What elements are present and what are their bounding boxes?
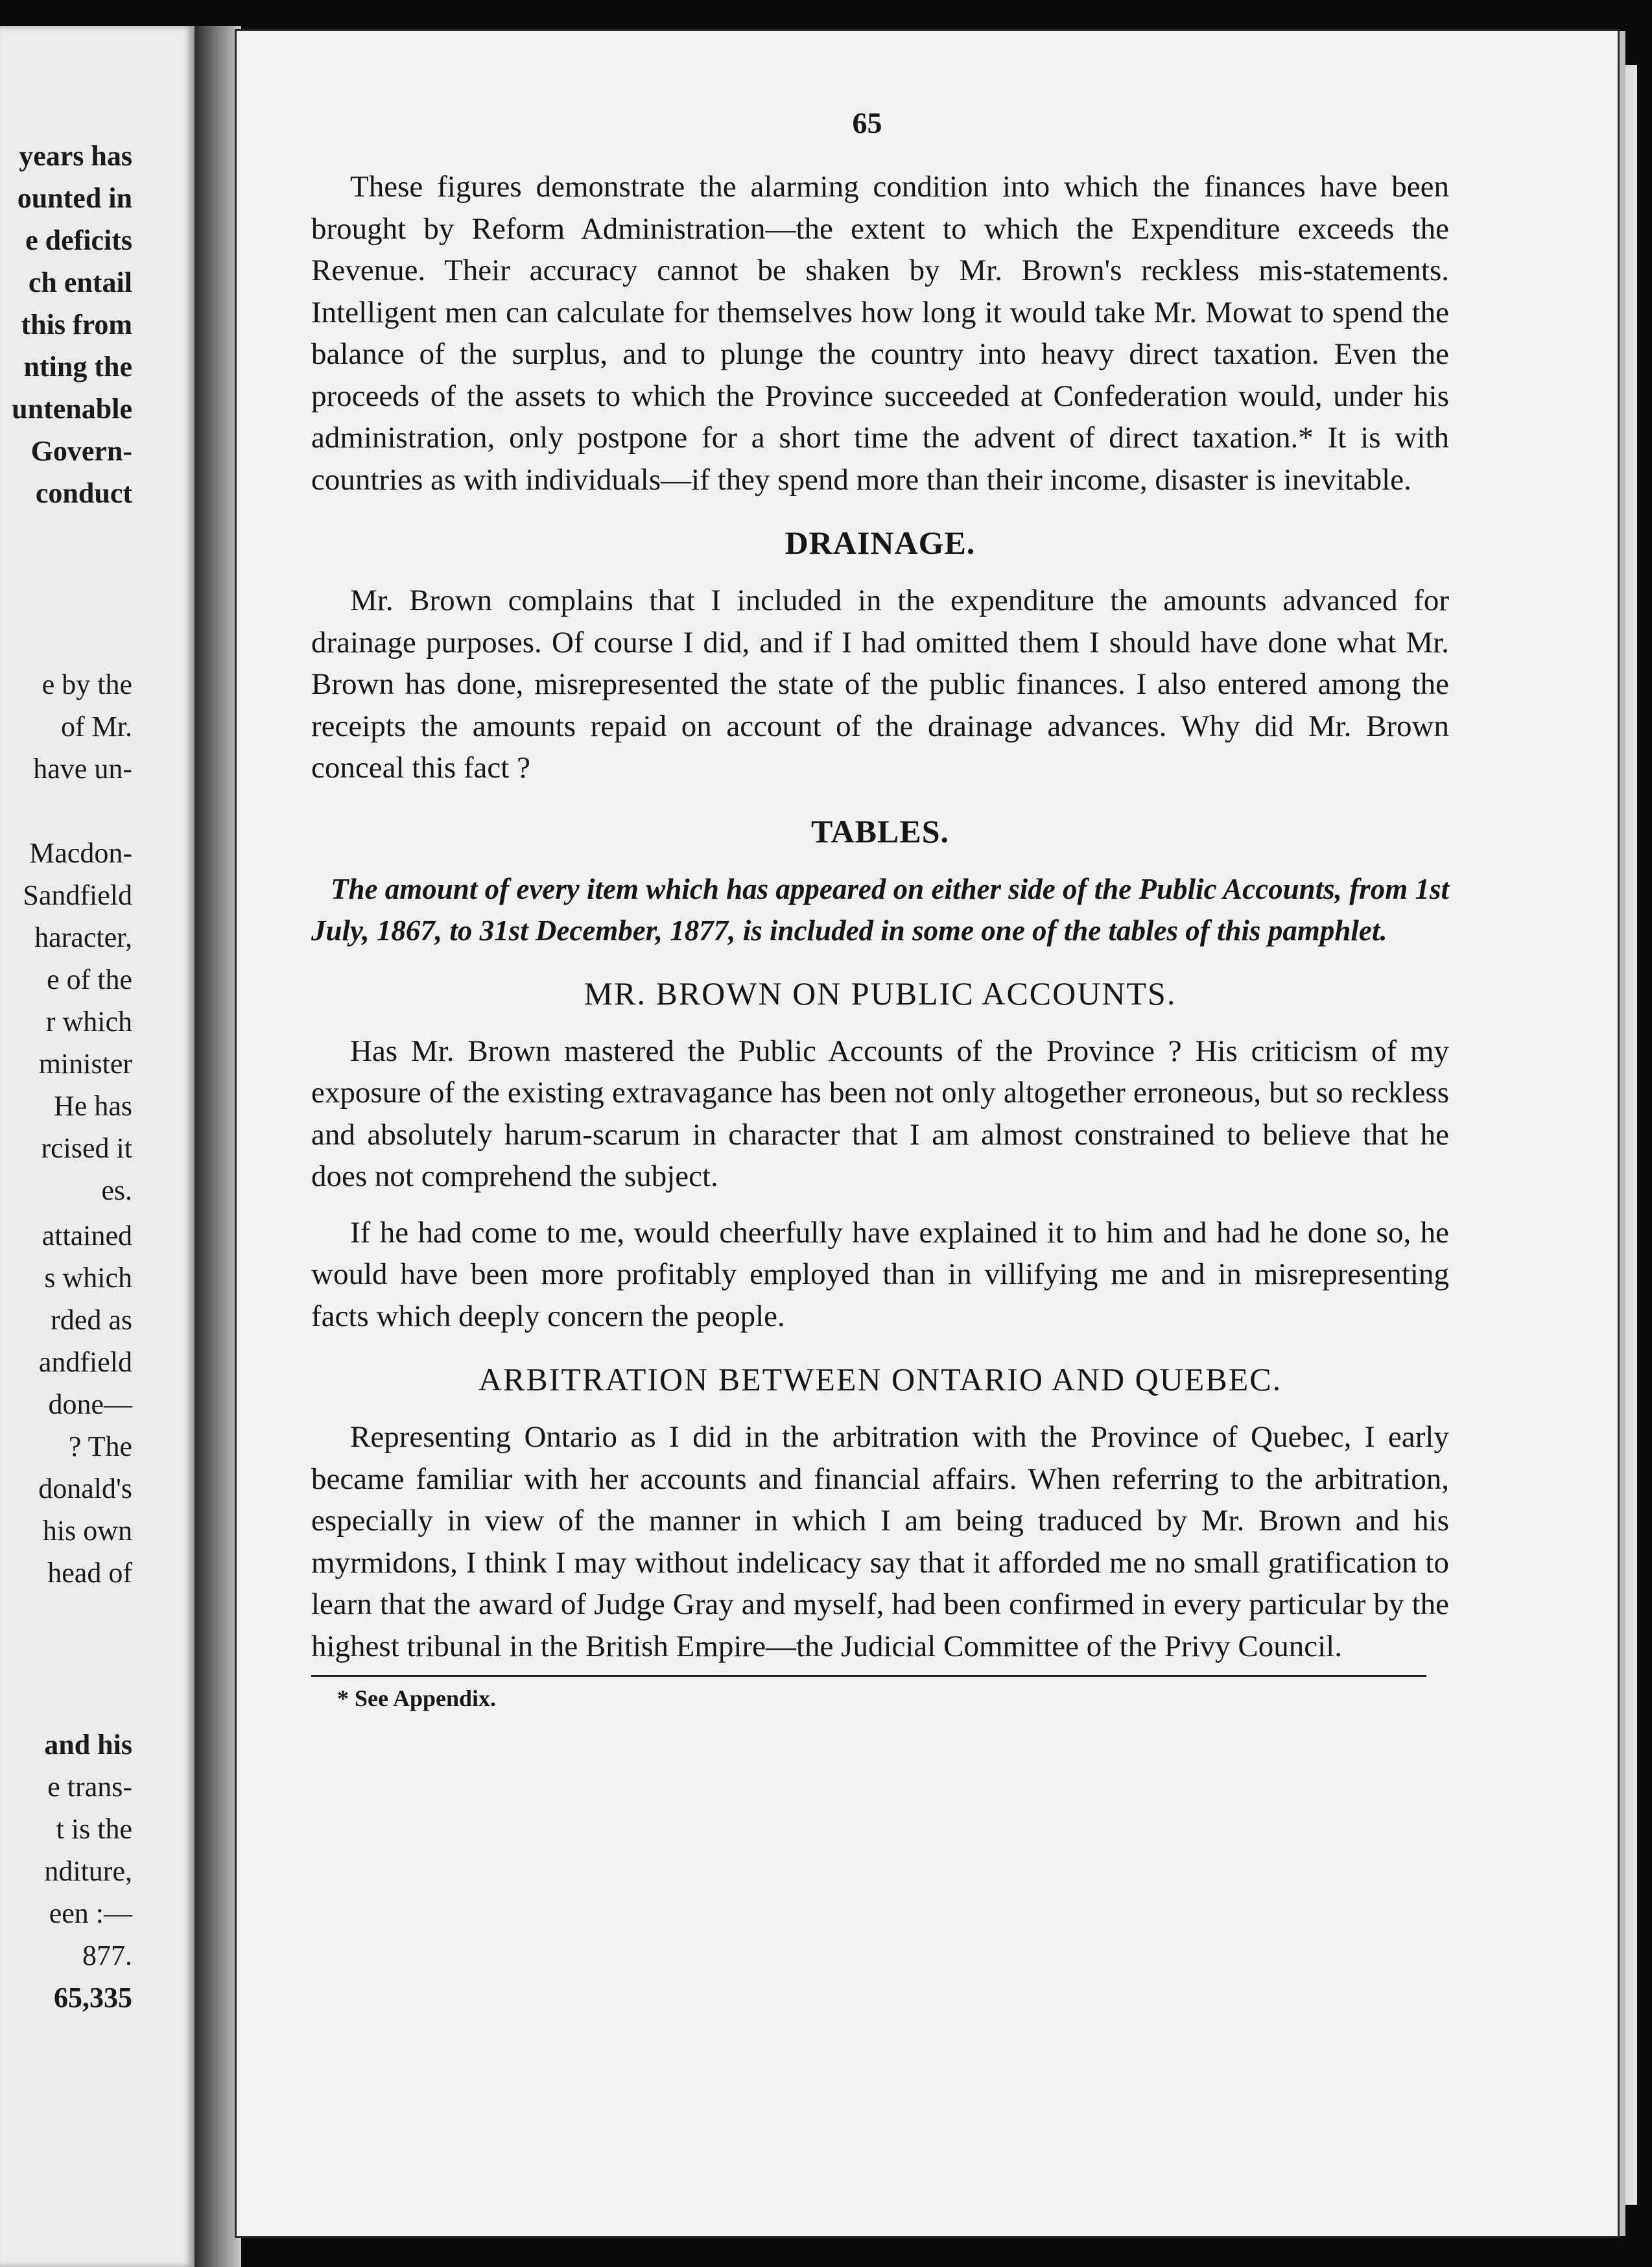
facing-page-fragment: r which: [45, 1006, 132, 1038]
heading-tables: TABLES.: [810, 813, 950, 849]
tables-paragraph: The amount of every item which has appeared on either side of the Public Accounts, from 1st July, 1867, to 31st December, 1877, is included in some one of the tables of this pamphlet.: [311, 872, 1449, 947]
facing-page-fragment: done—: [48, 1388, 132, 1420]
facing-page-fragment: ounted in: [17, 182, 132, 214]
facing-page-fragment: rcised it: [41, 1132, 132, 1164]
facing-page-fragment: donald's: [38, 1473, 132, 1504]
book-gutter: [195, 26, 241, 2267]
accounts-paragraph-2: If he had come to me, would cheerfully have explained it to him and had he done so, he would have been more profitably employed than in villifying me and in misrepresenting facts which deeply concern the people.: [311, 1215, 1449, 1333]
heading-arbitration: ARBITRATION BETWEEN ONTARIO AND QUEBEC.: [478, 1361, 1282, 1397]
facing-page-fragment: Macdon-: [29, 837, 132, 869]
page-edge: [1618, 65, 1637, 2205]
facing-page-fragment: years has: [19, 140, 132, 172]
facing-page-fragment: e trans-: [47, 1771, 132, 1803]
facing-page-fragment: minister: [38, 1048, 132, 1080]
footnote-rule: [311, 1675, 1426, 1677]
facing-page-fragment: nting the: [23, 351, 132, 383]
facing-page-fragment: conduct: [35, 477, 132, 509]
document-page: [237, 31, 1618, 2236]
accounts-paragraph-1: Has Mr. Brown mastered the Public Accounts of the Province ? His criticism of my exposure of the existing extravagance has been not only altogether erroneous, but so reckless and absolutely harum-scarum in character that I am almost constrained to believe that he does not comprehend the subject.: [311, 1034, 1449, 1193]
facing-page-fragment: t is the: [56, 1813, 132, 1845]
facing-page-fragment: ch entail: [28, 267, 132, 298]
facing-page-fragment: nditure,: [44, 1855, 132, 1887]
facing-page-fragment: es.: [101, 1174, 132, 1206]
facing-page-fragment: e deficits: [25, 224, 132, 256]
facing-page-fragment: attained: [41, 1220, 132, 1252]
facing-page-fragment: andfield: [38, 1346, 132, 1378]
facing-page-fragment: his own: [42, 1515, 132, 1547]
facing-page-fragment: haracter,: [34, 921, 132, 953]
facing-page-fragment: have un-: [33, 753, 132, 785]
facing-page-fragment: Sandfield: [23, 879, 132, 911]
facing-page-fragment: untenable: [12, 393, 132, 425]
facing-page-fragment: He has: [54, 1090, 132, 1122]
facing-page-fragment: s which: [44, 1262, 132, 1294]
facing-page-fragment: e of the: [47, 964, 132, 995]
page-number: 65: [852, 106, 882, 139]
facing-page-fragment: e by the: [41, 669, 132, 700]
drainage-paragraph: Mr. Brown complains that I included in the expenditure the amounts advanced for drainage purposes. Of course I did, and if I had omitted them I should have done what Mr. Brown has done, misrepresented the state of the public finances. I also entered among the receipts the amounts repaid on account of the drainage advances. Why did Mr. Brown conceal this fact ?: [311, 584, 1449, 785]
intro-paragraph: These figures demonstrate the alarming condition into which the finances have been brought by Reform Administration—the extent to which the Expenditure exceeds the Revenue. Their accuracy cannot be shaken by Mr. Brown's reckless mis-statements. Intelligent men can calculate for themselves how long it would take Mr. Mowat to spend the balance of the surplus, and to plunge the country into heavy direct taxation. Even the proceeds of the assets to which the Province succeeded at Confederation would, under his administration, only postpone for a short time the advent of direct taxation.* It is with countries as with individuals—if they spend more than their income, disaster is inevitable.: [311, 170, 1449, 497]
facing-page-fragment: and his: [44, 1729, 132, 1761]
facing-page-fragment: rded as: [51, 1304, 132, 1336]
facing-page-fragment: Govern-: [30, 435, 132, 467]
heading-drainage: DRAINAGE.: [785, 525, 976, 561]
page-content: [311, 106, 1449, 1712]
footnote: * See Appendix.: [337, 1685, 497, 1711]
facing-page-fragment: head of: [47, 1557, 132, 1589]
paragraph-gap: [311, 1198, 1449, 1212]
facing-page-fragment: this from: [21, 309, 132, 340]
facing-page: [0, 26, 197, 2267]
arbitration-paragraph: Representing Ontario as I did in the arbitration with the Province of Quebec, I early became familiar with her accounts and financial affairs. When referring to the arbitration, especially in view of the manner in which I am being traduced by Mr. Brown and his myrmidons, I think I may without indelicacy say that it afforded me no small gratification to learn that the award of Judge Gray and myself, had been confirmed in every particular by the highest tribunal in the British Empire—the Judicial Committee of the Privy Council.: [311, 1420, 1449, 1663]
facing-page-fragment: 65,335: [54, 1982, 132, 2013]
heading-public-accounts: MR. BROWN ON PUBLIC ACCOUNTS.: [584, 975, 1177, 1012]
facing-page-fragment: een :—: [49, 1897, 132, 1929]
facing-page-fragment: ? The: [68, 1430, 132, 1462]
facing-page-fragment: of Mr.: [61, 711, 132, 742]
facing-page-fragment: 877.: [82, 1940, 132, 1971]
